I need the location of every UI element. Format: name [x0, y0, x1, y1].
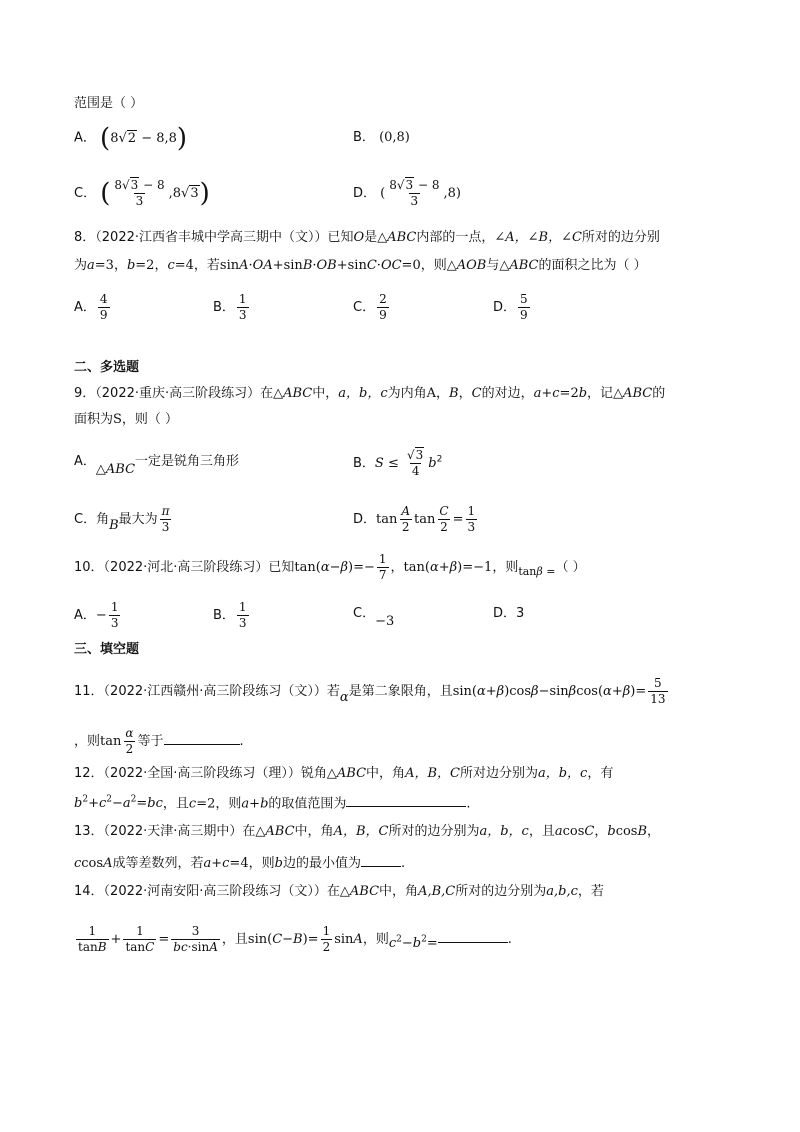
option-label: B． [213, 608, 235, 623]
question-text: 9．（2022·重庆·高三阶段练习）在 [74, 386, 274, 401]
q8-option-a: A． $\frac{4}{9}$ [74, 292, 108, 322]
question-14-line-2: $\frac{1}{\tan B}$ + $\frac{1}{\tan C}$ = $\frac{3}{bc\cdot\sin A}$ ，且sin(C−B)= $\frac{1}{2}$ sinA，则$c^2-b^2=$ . [78, 924, 512, 954]
option-text: 一定是锐角三角形 [135, 454, 240, 469]
q10-option-d [493, 604, 524, 624]
question-text: 8．（2022·江西省丰城中学高三期中（文））已知 [74, 230, 354, 245]
question-12-line-1: 12．（2022·全国·高三阶段练习（理））锐角△ABC中，角A，B，C所对边分别为a，b，c，有 [74, 766, 614, 781]
option-label: C． [353, 606, 376, 621]
question-text: . [239, 734, 244, 749]
question-text: ，则 [362, 932, 389, 947]
question-text: ，则 [492, 560, 519, 575]
question-text: 所对的边分别为 [388, 824, 480, 839]
question-9-line-2: 面积为S，则（ ） [74, 412, 179, 427]
answer-blank[interactable] [164, 730, 240, 745]
question-9-line-1: 9．（2022·重庆·高三阶段练习）在△ABC中，a，b，c为内角A，B，C的对边，a+c=2b，记△ABC的 [74, 386, 666, 401]
question-text: ，且 [221, 932, 248, 947]
question-text: 面积为 [74, 412, 114, 427]
question-text: 中，角 [366, 766, 406, 781]
question-text: . [466, 796, 471, 812]
question-text: 成等差数列，若 [112, 856, 204, 871]
question-text: 的取值范围为 [268, 796, 347, 812]
option-label: A． [74, 454, 96, 469]
q9-option-a: A．△ABC一定是锐角三角形 [74, 454, 240, 477]
question-8-line-1: 8．（2022·江西省丰城中学高三期中（文））已知O是△ABC内部的一点，∠A，∠B，∠C所对的边分别 [74, 230, 660, 245]
q10-option-c: C．−3 [353, 606, 395, 629]
q8-option-b: B． $\frac{1}{3}$ [213, 292, 247, 322]
question-text: ，记 [587, 386, 614, 401]
question-12-line-2: $b^2+c^2-a^2=bc$，且c=2，则a+b的取值范围为 . [74, 790, 471, 814]
question-text: ，则 [215, 796, 242, 812]
question-text: 中，角 [379, 884, 419, 899]
question-text: ， [390, 560, 404, 575]
question-text: ，则 [420, 258, 447, 273]
option-label: A． [74, 608, 96, 623]
question-text: . [400, 856, 406, 871]
question-8-line-2: 为a=3，b=2，c=4，若sinA·OA+sinB·OB+sinC·OC=0，则△AOB与△ABC的面积之比为（ ） [74, 258, 647, 273]
question-text: （ ） [555, 560, 586, 575]
option-text: 最大为 [118, 512, 158, 527]
q7-option-a: A． (8√2 − 8,8) [74, 123, 188, 153]
q7-option-c: C． ( $\frac{8√3 - 8}{3}$ ,8√3) [74, 178, 210, 209]
option-label: C． [74, 186, 97, 201]
option-label: D． [493, 606, 517, 621]
question-text: 是 [364, 230, 378, 245]
option-label: B． [353, 456, 375, 471]
q7-tail-text: 范围是（ ） [74, 96, 144, 111]
q7-tail [74, 94, 143, 114]
question-text: 的面积之比为（ ） [538, 258, 647, 273]
question-text: 所对的边分别 [581, 230, 660, 245]
option-label: A． [74, 130, 96, 146]
option-label: C． [353, 300, 376, 315]
answer-blank[interactable] [438, 928, 508, 943]
question-text: 13．（2022·天津·高三期中）在 [74, 824, 256, 839]
question-text: 边的最小值为 [282, 856, 361, 871]
q8-option-c: C． $\frac{2}{9}$ [353, 292, 387, 322]
question-13-line-1: 13．（2022·天津·高三期中）在△ABC中，角A，B，C所对的边分别为a，b，c，且acosC，bcosB， [74, 824, 661, 839]
question-text: 的对边， [481, 386, 534, 401]
question-text: 的 [652, 386, 666, 401]
question-text: 12．（2022·全国·高三阶段练习（理））锐角 [74, 766, 327, 781]
question-10-line: 10．（2022·河北·高三阶段练习）已知tan(α−β)=− $\frac{1}{7}$ ，tan(α+β)=−1，则$_{tan\beta =}$（ ） [74, 552, 586, 582]
q10-option-b: B． $\frac{1}{3}$ [213, 600, 247, 630]
question-text: ，则（ ） [121, 412, 179, 427]
q8-option-d: D． $\frac{5}{9}$ [493, 292, 528, 322]
question-text: 11．（2022·江西赣州·高三阶段练习（文））若 [74, 684, 340, 699]
option-label: B． [213, 300, 235, 315]
option-label: B． [353, 130, 375, 145]
option-label: D． [353, 186, 377, 201]
option-text: 3 [516, 606, 525, 621]
question-text: 是第二象限角，且 [348, 684, 453, 699]
question-text: 中， [312, 386, 339, 401]
question-text: ，若 [193, 258, 220, 273]
question-13-line-2: ccosA成等差数列，若a+c=4，则b边的最小值为 . [74, 852, 405, 874]
question-text: 所对的边分别为 [455, 884, 547, 899]
question-text: ，则 [248, 856, 275, 871]
question-text: ，且 [162, 796, 189, 812]
question-text: 内部的一点， [416, 230, 495, 245]
question-text: 中，角 [294, 824, 334, 839]
section-title-fill-in: 三、填空题 [74, 642, 140, 657]
question-text: 14．（2022·河南安阳·高三阶段练习（文））在 [74, 884, 340, 899]
option-label: D． [493, 300, 517, 315]
question-text: 10．（2022·河北·高三阶段练习）已知 [74, 560, 295, 575]
question-text: 为 [74, 258, 88, 273]
section-title-multiple-choice: 二、多选题 [74, 360, 140, 375]
question-text: ， [594, 824, 608, 839]
option-label: D． [353, 512, 377, 527]
q9-option-c: C．角B最大为 $\frac{\pi}{3}$ [74, 504, 170, 534]
question-14-line-1: 14．（2022·河南安阳·高三阶段练习（文））在△ABC中，角A,B,C所对的边分别为a,b,c，若 [74, 884, 604, 899]
option-label: C． [74, 512, 97, 527]
question-text: ，有 [587, 766, 614, 781]
answer-blank[interactable] [346, 792, 466, 807]
question-text: 所对边分别为 [459, 766, 538, 781]
question-11-line-2: ，则tan $\frac{\alpha}{2}$ 等于 . [74, 726, 244, 756]
question-text: ，且 [528, 824, 555, 839]
question-text: . [507, 932, 512, 947]
question-text: ，则 [74, 734, 101, 749]
q9-option-b: B．S ≤ $\frac{√3}{4}$ $b^2$ [353, 448, 443, 478]
q9-option-d: D．tan $\frac{A}{2}$ tan $\frac{C}{2}$ = $\frac{1}{3}$ [353, 504, 476, 534]
q7-option-d: D． ( $\frac{8√3 - 8}{3}$ ,8) [353, 178, 461, 208]
answer-blank[interactable] [361, 852, 401, 867]
question-text: 等于 [137, 734, 164, 749]
question-11-line-1: 11．（2022·江西赣州·高三阶段练习（文））若α是第二象限角，且sin(α+β)cosβ−sinβcos(α+β)= $\frac{5}{13}$ [74, 676, 666, 706]
option-text: 角 [96, 512, 110, 527]
question-text: 为内角 [387, 386, 427, 401]
q7-option-b: B． (0,8) [353, 130, 410, 145]
question-text: 与 [486, 258, 500, 273]
option-label: A． [74, 300, 96, 315]
question-text: ，若 [577, 884, 604, 899]
q10-option-a: A．− $\frac{1}{3}$ [74, 600, 119, 630]
